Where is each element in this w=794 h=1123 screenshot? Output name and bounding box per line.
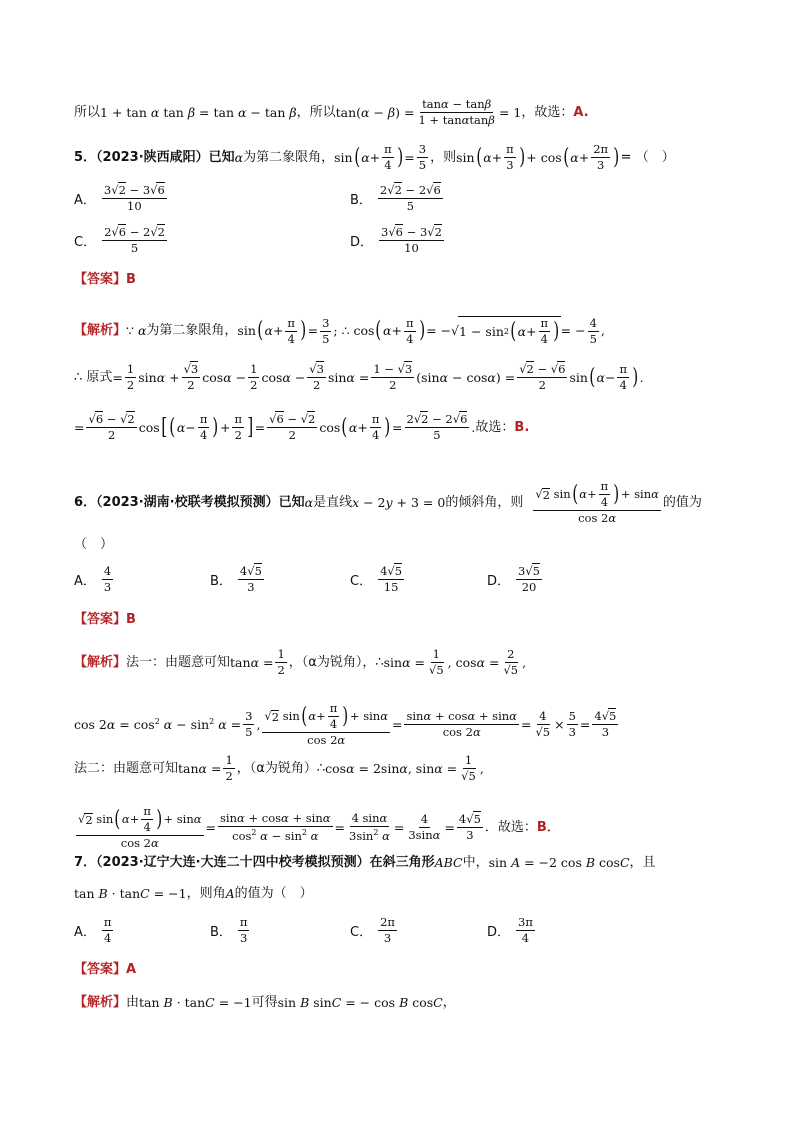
- q6-stem: 6．（2023·湖南·校联考模拟预测）已知 α 是直线 x − 2y + 3 = 0 的倾斜角，则 √ 2 sin ( α + $\frac{\pi}{4}$ ) + sin α cos 2α 的值为: [74, 479, 702, 526]
- q5-analysis-1: 【解析】 ∵ α 为第二象限角， sin ( α + $\frac{\pi}{4}$ ) = $\frac{3}{5}$ ; ∴ cos ( α + $\frac{\pi}{4}$ ) = −√ 1 − sin 2 ( α + $\frac{\pi}{4}$ ) = − $\frac{4}{5}$ ,: [74, 315, 605, 347]
- q5-option-d[interactable]: D． $\frac{3√6 - 3√2}{10}$: [350, 225, 442, 256]
- q6-option-b[interactable]: B． $\frac{4√5}{3}$: [210, 564, 262, 595]
- q7-option-c[interactable]: C． $\frac{2\pi}{3}$: [350, 915, 395, 946]
- q5-analysis-2: ∴ 原式 = $\frac{1}{2}$ sinα + $\frac{√3}{2}$ cosα − $\frac{1}{2}$ cosα − $\frac{√3}{2}$ sinα = $\frac{1 - √3}{2}$ (sinα − cosα) = $\frac{√2 - √6}{2}$ sin ( α − $\frac{\pi}{4}$ ) .: [74, 362, 644, 393]
- q6-paren: （ ）: [74, 537, 114, 552]
- q7-option-a[interactable]: A． $\frac{\pi}{4}$: [74, 915, 112, 946]
- q5-analysis-3: = $\frac{√6 - √2}{2}$ cos [ ( α − $\frac{\pi}{4}$ ) + $\frac{\pi}{2}$ ] = $\frac{√6 - √2}{2}$ cos ( α + $\frac{\pi}{4}$ ) = $\frac{2√2 - 2√6}{5}$ . 故选： B.: [74, 412, 530, 443]
- q6-analysis-4: √ 2 sin ( α + $\frac{\pi}{4}$ ) + sin α cos 2α = $\frac{\sin\alpha + \cos\alpha + \sin\alpha}{\cos^2 \alpha - \sin^2 \alpha}$ = $\frac{4 \sin\alpha}{3\sin^2 \alpha}$ = $\frac{4}{3\sin\alpha}$ = $\frac{4√5}{3}$ ．故选： B．: [78, 804, 560, 851]
- q6-analysis-1: 【解析】 法一：由题意可知 tanα = $\frac{1}{2}$ ，（α为锐角），∴ sinα = $\frac{1}{√5}$ , cosα = $\frac{2}{√5}$ ,: [74, 647, 527, 678]
- line-top: 所以 1 + tan α tan β = tan α − tan β ，所以 tan(α − β) = $\frac{\tan\alpha - \tan\beta}{1 + \tan\alpha\tan\beta}$ = 1 ，故选： A.: [74, 97, 589, 128]
- q6-option-d[interactable]: D． $\frac{3√5}{20}$: [487, 564, 540, 595]
- q5-answer: 【答案】 B: [74, 272, 136, 287]
- q6-analysis-3: 法二：由题意可知 tanα = $\frac{1}{2}$ ，（α为锐角）∴ cosα = 2sinα, sinα = $\frac{1}{√5}$ ,: [74, 753, 484, 784]
- q6-answer: 【答案】 B: [74, 612, 136, 627]
- q6-option-c[interactable]: C． $\frac{4√5}{15}$: [350, 564, 403, 595]
- q7-analysis-1: 【解析】 由 tan B · tanC = −1 可得 sin B sinC = − cos B cosC ，: [74, 995, 456, 1011]
- q6-analysis-2: $\cos 2\alpha = \cos^2 \alpha - \sin^2 \alpha$ = $\frac{3}{5}$ , √ 2 sin ( α + $\frac{\pi}{4}$ ) + sin α cos 2α = $\frac{\sin\alpha + \cos\alpha + \sin\alpha}{\cos 2\alpha}$ = $\frac{4}{√5}$ × $\frac{5}{3}$ = $\frac{4√5}{3}$: [74, 701, 617, 748]
- q7-stem-2: tan B · tanC = −1 ，则角 A 的值为（ ）: [74, 886, 313, 902]
- q5-option-c[interactable]: C． $\frac{2√6 - 2√2}{5}$: [74, 225, 165, 256]
- q6-option-a[interactable]: A． $\frac{4}{3}$: [74, 564, 112, 595]
- q5-stem: 5．（2023·陕西咸阳）已知 α 为第二象限角， sin ( α + $\frac{\pi}{4}$ ) = $\frac{3}{5}$ ，则 sin ( α + $\frac{\pi}{3}$ ) + cos ( α + $\frac{2\pi}{3}$ ) = （ ）: [74, 142, 675, 173]
- q5-option-a[interactable]: A． $\frac{3√2 - 3√6}{10}$: [74, 183, 165, 214]
- q7-answer: 【答案】 A: [74, 962, 137, 977]
- q5-option-b[interactable]: B． $\frac{2√2 - 2√6}{5}$: [350, 183, 441, 214]
- q7-stem-1: 7．（2023·辽宁大连·大连二十四中校考模拟预测）在斜三角形 ABC 中， sin A = −2 cos B cosC ，且: [74, 855, 656, 871]
- q7-option-d[interactable]: D． $\frac{3\pi}{4}$: [487, 915, 533, 946]
- q7-option-b[interactable]: B． $\frac{\pi}{3}$: [210, 915, 248, 946]
